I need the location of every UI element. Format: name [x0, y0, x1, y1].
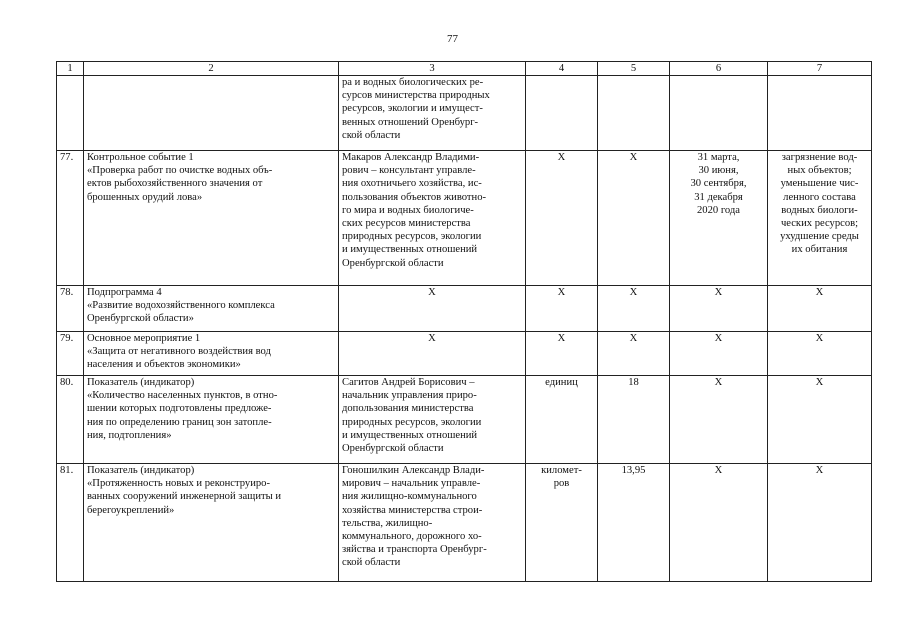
row-number: 77. — [57, 151, 84, 286]
row-name — [84, 286, 339, 332]
cell-line: Х — [815, 333, 824, 344]
cell-line: «Протяженность новых и реконструиро- — [87, 478, 270, 490]
cell-line: природных ресурсов, экологии — [342, 231, 482, 243]
row-risk — [768, 464, 872, 582]
cell-line: их обитания — [791, 244, 848, 256]
row-risk — [768, 332, 872, 376]
col-header-1: 1 — [57, 62, 84, 76]
cell-line: ресурсов, экологии и имущест- — [342, 103, 483, 115]
cell-line: Х — [557, 287, 566, 298]
row-responsible — [339, 464, 526, 582]
row-unit — [526, 332, 598, 376]
cell-line: 13,95 — [621, 465, 646, 476]
cell-line: рович – консультант управле- — [342, 165, 476, 177]
cell-line: ческих ресурсов; — [780, 218, 859, 230]
cell-line: населения и объектов экономики» — [87, 359, 241, 371]
cell-line: венных отношений Оренбург- — [342, 116, 479, 128]
row-number: 78. — [57, 286, 84, 332]
row-deadline — [670, 286, 768, 332]
row-name — [84, 332, 339, 376]
row-unit — [526, 151, 598, 286]
cell-line: 30 июня, — [698, 165, 739, 177]
plan-table — [56, 61, 872, 582]
cell-line: 31 декабря — [694, 191, 743, 203]
row-unit — [526, 286, 598, 332]
cell-line: берегоукреплений» — [87, 504, 175, 516]
row-deadline — [670, 464, 768, 582]
cell-line: Х — [815, 287, 824, 298]
row-risk — [768, 376, 872, 464]
row-responsible — [339, 151, 526, 286]
row-name — [84, 376, 339, 464]
cell-line: 2020 года — [696, 204, 740, 216]
row-responsible — [339, 332, 526, 376]
table-row — [57, 464, 872, 582]
cont-name-cell — [84, 76, 339, 151]
row-risk — [768, 286, 872, 332]
cell-line: природных ресурсов, экологии — [342, 416, 482, 428]
page-number: 77 — [447, 33, 458, 45]
cell-line: Макаров Александр Владими- — [342, 152, 480, 163]
row-value — [598, 332, 670, 376]
cell-line: Основное мероприятие 1 — [87, 333, 201, 344]
cell-line: Гоношилкин Александр Влади- — [342, 465, 485, 476]
row-unit — [526, 376, 598, 464]
cell-line: Х — [815, 377, 824, 388]
cell-line: ухудшение среды — [780, 231, 859, 243]
col-header-2: 2 — [84, 62, 339, 76]
col-header-4: 4 — [526, 62, 598, 76]
cell-line: начальник управления приро- — [342, 390, 477, 402]
cell-line: ния, подтопления» — [87, 429, 172, 441]
cell-line: Х — [714, 377, 723, 388]
cell-line: Х — [815, 465, 824, 476]
table-row — [57, 286, 872, 332]
cell-line: «Защита от негативного воздействия вод — [87, 346, 271, 358]
cell-line: и имущественных отношений — [342, 244, 478, 256]
cell-line: зяйства и транспорта Оренбург- — [342, 544, 487, 556]
cell-line: Х — [557, 152, 566, 163]
cell-line: ров — [553, 478, 570, 490]
cell-line: Х — [629, 333, 638, 344]
cell-line: ектов рыбохозяйственного значения от — [87, 178, 263, 190]
col-header-3: 3 — [339, 62, 526, 76]
cell-line: 30 сентября, — [690, 178, 747, 190]
cell-line: ванных сооружений инженерной защиты и — [87, 491, 282, 503]
col-header-5: 5 — [598, 62, 670, 76]
cell-line: ра и водных биологических ре- — [342, 77, 484, 88]
cell-line: коммунального, дорожного хо- — [342, 531, 482, 543]
cell-line: километ- — [541, 465, 582, 476]
cell-line: Подпрограмма 4 — [87, 287, 162, 298]
cell-line: шении которых подготовлены предложе- — [87, 403, 272, 415]
row-value — [598, 286, 670, 332]
cont-num-cell — [57, 76, 84, 151]
cell-line: сурсов министерства природных — [342, 90, 490, 102]
row-deadline — [670, 151, 768, 286]
cell-line: Оренбургской области — [342, 443, 444, 455]
cell-line: Показатель (индикатор) — [87, 465, 195, 476]
cell-line: ния по определению границ зон затопле- — [87, 416, 272, 428]
row-number: 79. — [57, 332, 84, 376]
cell-line: Оренбургской области — [342, 257, 444, 269]
cell-line: тельства, жилищно- — [342, 517, 433, 529]
cell-line: 31 марта, — [697, 152, 740, 163]
continuation-row — [57, 76, 872, 151]
row-value — [598, 376, 670, 464]
cell-line: хозяйства министерства строи- — [342, 504, 483, 516]
table-row — [57, 332, 872, 376]
row-value — [598, 464, 670, 582]
cell-line: загрязнение вод- — [781, 152, 858, 163]
row-name — [84, 464, 339, 582]
cell-line: Х — [714, 465, 723, 476]
cell-line: 18 — [628, 377, 639, 388]
cell-line: допользования министерства — [342, 403, 474, 415]
cell-line: ных объектов; — [787, 165, 852, 177]
cell-line: и имущественных отношений — [342, 429, 478, 441]
cell-line: мирович – начальник управле- — [342, 478, 481, 490]
col-header-7: 7 — [768, 62, 872, 76]
row-responsible — [339, 376, 526, 464]
cell-line: ния жилищно-коммунального — [342, 491, 477, 503]
cell-line: Показатель (индикатор) — [87, 377, 195, 388]
cell-line: «Проверка работ по очистке водных объ- — [87, 165, 273, 177]
row-name — [84, 151, 339, 286]
cell-line: Оренбургской области» — [87, 313, 194, 325]
cont-unit-cell — [526, 76, 598, 151]
cell-line: Х — [428, 287, 436, 298]
table-row — [57, 376, 872, 464]
cell-line: «Развитие водохозяйственного комплекса — [87, 300, 275, 312]
row-number: 81. — [57, 464, 84, 582]
row-risk — [768, 151, 872, 286]
cell-line: уменьшение чис- — [780, 178, 859, 190]
cell-line: Х — [714, 333, 723, 344]
cell-line: Контрольное событие 1 — [87, 152, 194, 163]
cell-line: ской области — [342, 129, 401, 141]
row-value — [598, 151, 670, 286]
cont-deadline-cell — [670, 76, 768, 151]
cell-line: пользования объектов животно- — [342, 191, 487, 203]
cont-responsible-cell — [339, 76, 526, 151]
cell-line: Х — [557, 333, 566, 344]
cell-line: единиц — [545, 377, 578, 388]
cell-line: Х — [714, 287, 723, 298]
cell-line: Х — [629, 152, 638, 163]
cell-line: Х — [428, 333, 436, 344]
cont-risk-cell — [768, 76, 872, 151]
row-number: 80. — [57, 376, 84, 464]
row-unit — [526, 464, 598, 582]
cell-line: ния охотничьего хозяйства, ис- — [342, 178, 482, 190]
cell-line: «Количество населенных пунктов, в отно- — [87, 390, 278, 402]
row-deadline — [670, 332, 768, 376]
row-responsible — [339, 286, 526, 332]
cell-line: ской области — [342, 557, 401, 569]
row-deadline — [670, 376, 768, 464]
col-header-6: 6 — [670, 62, 768, 76]
cell-line: Сагитов Андрей Борисович – — [342, 377, 475, 388]
header-row — [57, 62, 872, 76]
table-row — [57, 151, 872, 286]
cell-line: брошенных орудий лова» — [87, 191, 203, 203]
cont-value-cell — [598, 76, 670, 151]
cell-line: го мира и водных биологиче- — [342, 204, 474, 216]
cell-line: Х — [629, 287, 638, 298]
cell-line: водных биологи- — [781, 204, 858, 216]
cell-line: ских ресурсов министерства — [342, 218, 471, 230]
cell-line: ленного состава — [783, 191, 856, 203]
